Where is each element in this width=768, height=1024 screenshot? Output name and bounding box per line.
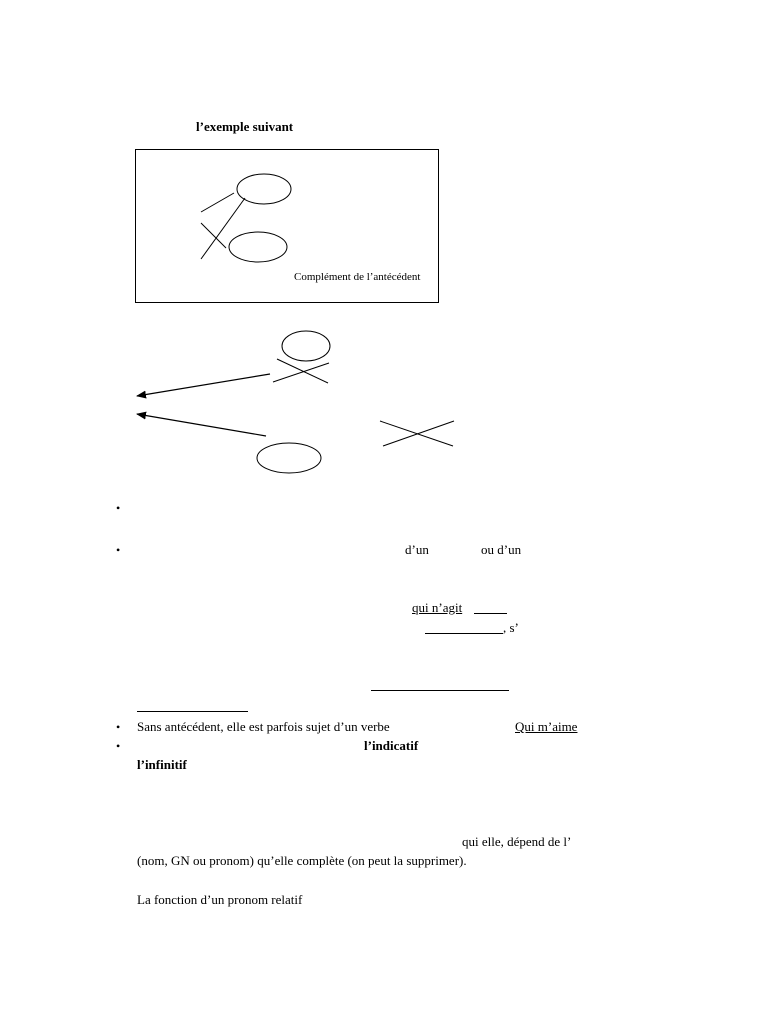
- cross-1a: [277, 359, 328, 383]
- arrow-lower: [137, 414, 266, 436]
- frame-ellipse-top: [237, 174, 291, 204]
- section-heading: l’exemple suivant: [196, 119, 294, 134]
- text-s: , s’: [503, 620, 519, 635]
- frame-line-c: [201, 223, 226, 248]
- text-qui-elle: qui elle, dépend de l’: [462, 834, 572, 849]
- blank-before-s: [425, 633, 503, 634]
- text-dun: d’un: [405, 542, 429, 557]
- bullet-4: •: [116, 739, 121, 753]
- diagram-caption: Complément de l’antécédent: [294, 271, 421, 283]
- text-qui-nagit: qui n’agit: [412, 600, 463, 615]
- blank-long-right: [371, 690, 509, 691]
- frame-line-a: [201, 193, 234, 212]
- bullet-1: •: [116, 501, 121, 515]
- text-sans-antecedent: Sans antécédent, elle est parfois sujet d’un verbe: [137, 719, 390, 734]
- free-ellipse-bottom: [257, 443, 321, 473]
- bullet-2: •: [116, 543, 121, 557]
- text-fonction: La fonction d’un pronom relatif: [137, 892, 303, 907]
- bullet-3: •: [116, 720, 121, 734]
- blank-after-qui-nagit: [474, 613, 507, 614]
- text-qui-maime: Qui m’aime: [515, 719, 578, 734]
- frame-line-b: [201, 198, 245, 259]
- blank-long-left: [137, 711, 248, 712]
- text-ou-dun: ou d’un: [481, 542, 522, 557]
- free-ellipse-top: [282, 331, 330, 361]
- frame-ellipse-bottom: [229, 232, 287, 262]
- text-indicatif: l’indicatif: [364, 738, 419, 753]
- arrow-upper: [137, 374, 270, 396]
- text-nom-gn: (nom, GN ou pronom) qu’elle complète (on peut la supprimer).: [137, 853, 467, 868]
- text-infinitif: l’infinitif: [137, 757, 187, 772]
